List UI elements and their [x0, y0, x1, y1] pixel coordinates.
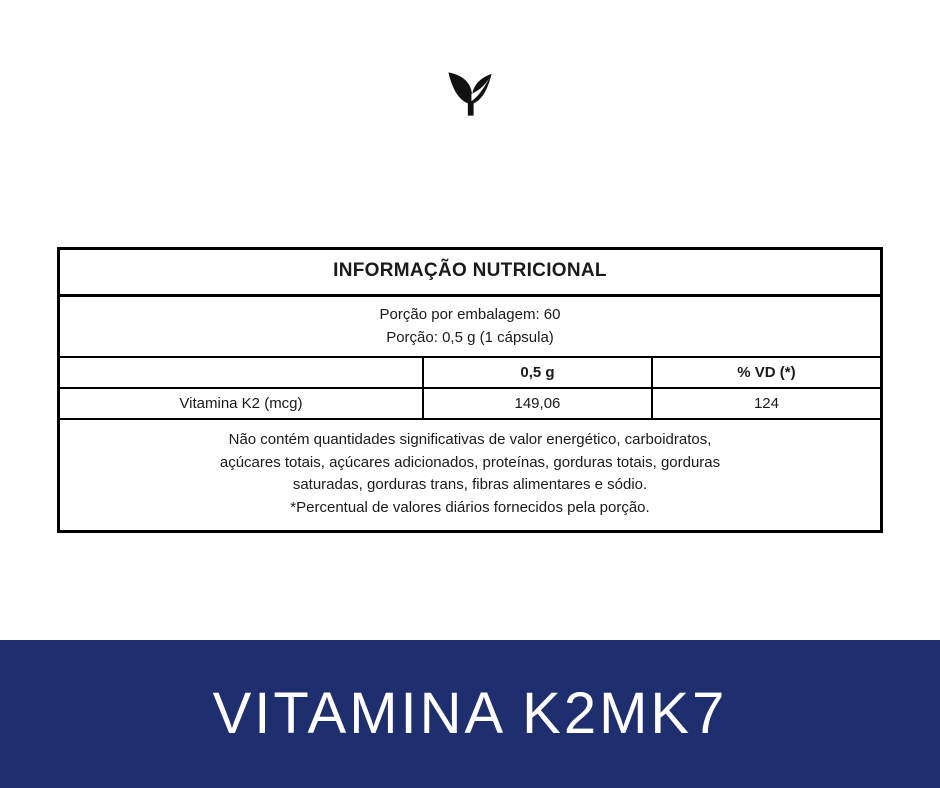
- footnote-line-1: Não contém quantidades significativas de valor energético, carboidratos,: [228, 431, 712, 449]
- nutrient-daily-value: 124: [652, 388, 880, 419]
- footnote-line-3: saturadas, gorduras trans, fibras alimentares e sódio.: [292, 476, 648, 494]
- nutrient-amount: 149,06: [423, 388, 652, 419]
- footnote-line-2: açúcares totais, açúcares adicionados, proteínas, gorduras totais, gorduras: [219, 453, 721, 471]
- nutrition-table-title: INFORMAÇÃO NUTRICIONAL: [60, 250, 880, 297]
- footnote-line-4: *Percentual de valores diários fornecidos pela porção.: [290, 498, 650, 516]
- brand-logo: [0, 58, 940, 130]
- table-row: [60, 388, 880, 419]
- servings-per-package: Porção por embalagem: 60: [379, 305, 561, 323]
- product-name: VITAMINA K2MK7: [212, 681, 728, 746]
- leaf-bird-logo-icon: [434, 58, 506, 130]
- serving-info: [60, 297, 880, 359]
- product-name-banner: [0, 640, 940, 788]
- nutrition-values-grid: [60, 358, 880, 420]
- table-header-row: [60, 358, 880, 388]
- nutrition-facts-table: [57, 247, 883, 533]
- serving-size: Porção: 0,5 g (1 cápsula): [386, 329, 554, 347]
- nutrient-name: Vitamina K2 (mcg): [60, 388, 423, 419]
- nutrition-footnote: [60, 420, 880, 530]
- column-header-daily-value: % VD (*): [652, 358, 880, 388]
- column-header-nutrient: [60, 358, 423, 388]
- column-header-amount: 0,5 g: [423, 358, 652, 388]
